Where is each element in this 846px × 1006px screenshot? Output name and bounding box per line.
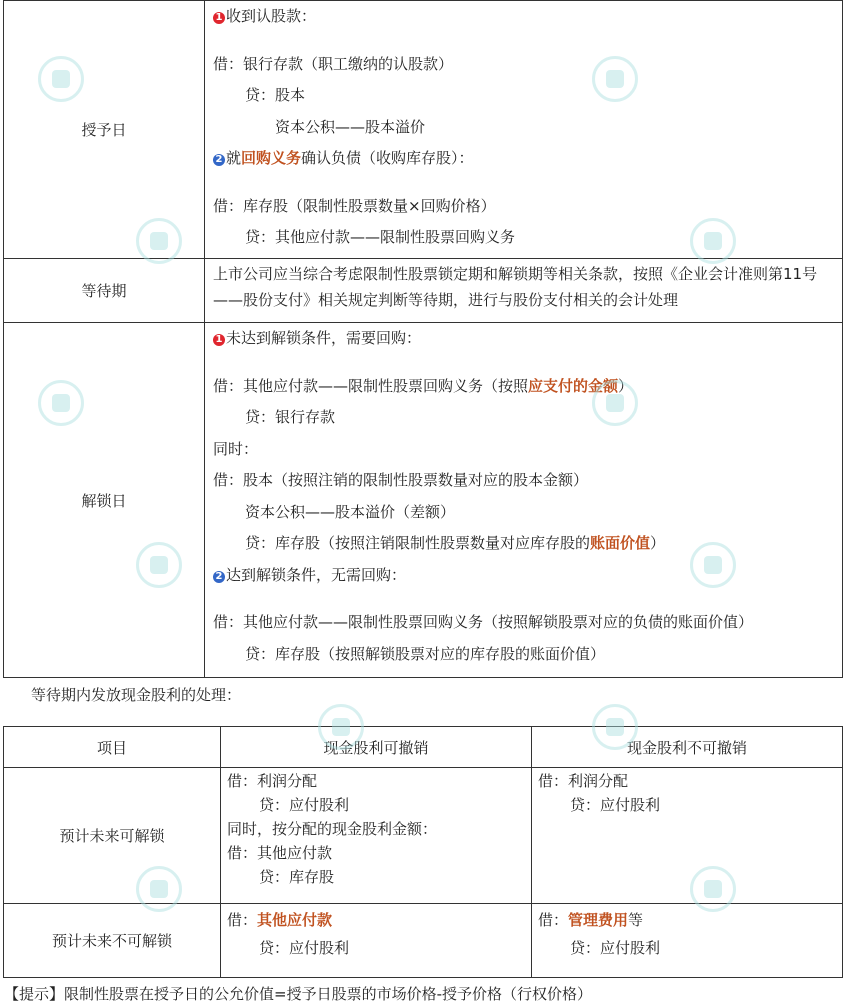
shield-logo-icon (592, 56, 638, 102)
header-irrevocable: 现金股利不可撤销 (532, 727, 843, 768)
shield-logo-icon (690, 542, 736, 588)
circled-number-2-icon: 2 (213, 571, 225, 583)
waiting-period-content: 上市公司应当综合考虑限制性股票锁定期和解锁期等相关条款，按照《企业会计准则第11号——股份支付》相关规定判断等待期，进行与股份支付相关的会计处理 (205, 259, 843, 323)
shield-logo-icon (592, 380, 638, 426)
expected-unlock-revocable: 借：利润分配 贷：应付股利 同时，按分配的现金股利金额： 借：其他应付款 贷：库存股 (221, 768, 532, 904)
shield-logo-icon (690, 218, 736, 264)
dividend-header-row (4, 727, 843, 768)
grant-date-content: 1 收到认股款： 借：银行存款（职工缴纳的认股款） 贷：股本 资本公积——股本溢价 2 就回购义务确认负债（收购库存股）： 借：库存股（限制性股票数量×回购价格） 贷：其他应付款——限制性股票回购义务 (205, 1, 843, 259)
expected-no-unlock-label: 预计未来不可解锁 (4, 904, 221, 978)
unlock-date-row (4, 323, 843, 678)
shield-logo-icon (136, 542, 182, 588)
shield-logo-icon (318, 704, 364, 750)
circled-number-2-icon: 2 (213, 154, 225, 166)
header-revocable: 现金股利可撤销 (221, 727, 532, 768)
expected-no-unlock-irrevocable: 借：管理费用等 贷：应付股利 (532, 904, 843, 978)
expected-no-unlock-revocable: 借：其他应付款 贷：应付股利 (221, 904, 532, 978)
circled-number-1-icon: 1 (213, 12, 225, 24)
dividend-table (3, 726, 843, 978)
tip-text: 【提示】限制性股票在授予日的公允价值=授予日股票的市场价格-授予价格（行权价格） (4, 985, 592, 1003)
expected-unlock-label: 预计未来可解锁 (4, 768, 221, 904)
expected-unlock-irrevocable: 借：利润分配 贷：应付股利 (532, 768, 843, 904)
grant-date-label: 授予日 (4, 1, 205, 259)
shield-logo-icon (38, 380, 84, 426)
shield-logo-icon (592, 704, 638, 750)
shield-logo-icon (136, 866, 182, 912)
waiting-period-row (4, 259, 843, 323)
expected-no-unlock-row (4, 904, 843, 978)
shield-logo-icon (690, 866, 736, 912)
unlock-date-content: 1 未达到解锁条件，需要回购： 借：其他应付款——限制性股票回购义务（按照应支付的金额） 贷：银行存款 同时： 借：股本（按照注销的限制性股票数量对应的股本金额） 资本公积——股本溢价（差额） 贷：库存股（按照注销限制性股票数量对应库存股的账面价值） 2 达到解锁条件，无需回购： 借：其他应付款——限制性股票回购义务（按照解锁股票对应的负债的账面价值） 贷：库存股（按照解锁股票对应的库存股的账面价值） (205, 323, 843, 678)
circled-number-1-icon: 1 (213, 334, 225, 346)
shield-logo-icon (136, 218, 182, 264)
header-item: 项目 (4, 727, 221, 768)
unlock-date-label: 解锁日 (4, 323, 205, 678)
dividend-note: 等待期内发放现金股利的处理： (31, 686, 242, 704)
waiting-period-label: 等待期 (4, 259, 205, 323)
shield-logo-icon (38, 56, 84, 102)
